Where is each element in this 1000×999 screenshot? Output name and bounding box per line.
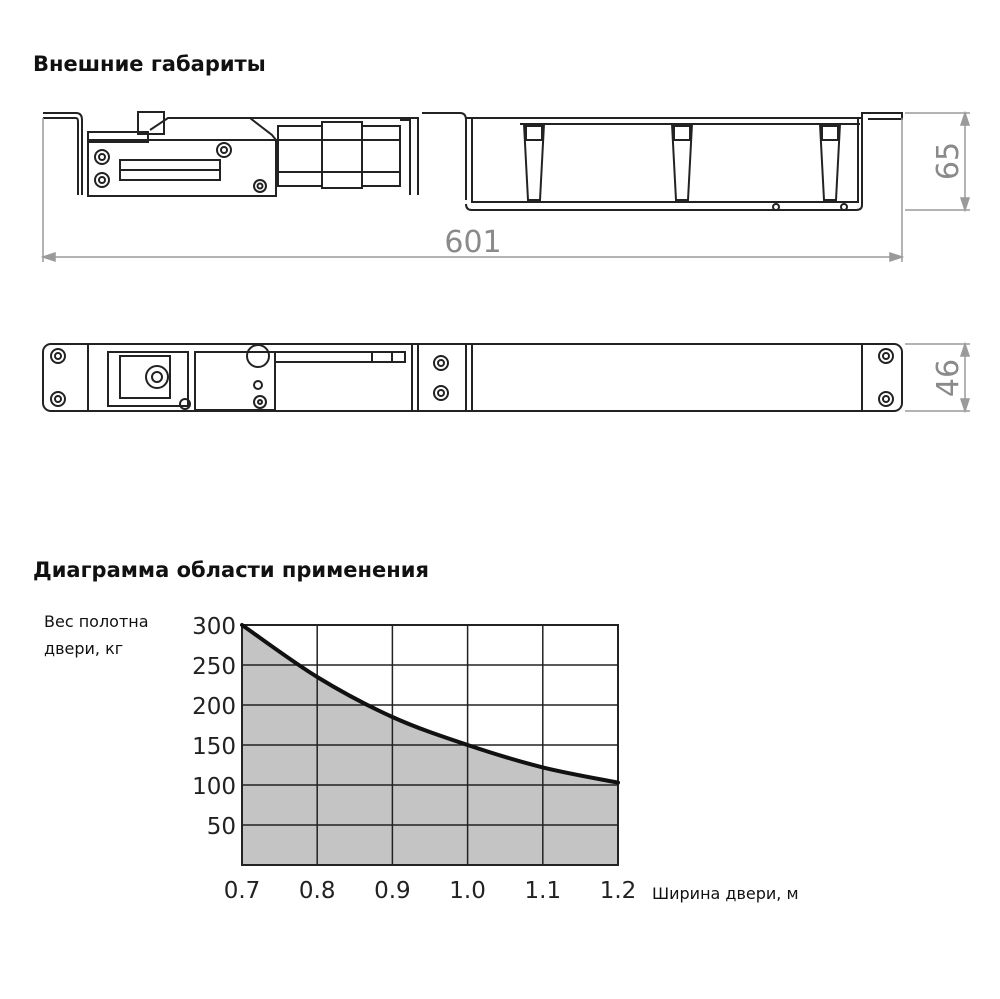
dimension-lines [43, 113, 970, 411]
x-tick-label: 0.7 [223, 878, 261, 904]
x-tick-label: 1.2 [599, 878, 637, 904]
series-line [242, 625, 618, 783]
y-axis-label: Вес полотна двери, кг [44, 612, 149, 658]
x-tick-label: 1.0 [449, 878, 486, 904]
dimension-drawing [0, 0, 1000, 460]
top-view [43, 344, 902, 411]
y-tick-label: 50 [206, 814, 236, 840]
x-tick-label: 1.1 [524, 878, 562, 904]
area-fill [242, 625, 618, 865]
dim-length-label: 601 [444, 225, 502, 260]
side-view [43, 112, 902, 210]
dim-width-label: 46 [931, 358, 966, 398]
x-axis-label: Ширина двери, м [652, 884, 799, 903]
y-tick-label: 150 [192, 734, 236, 760]
chart-title: Диаграмма области применения [33, 558, 429, 582]
dim-height-label: 65 [931, 141, 966, 181]
plot-frame [242, 625, 618, 865]
y-tick-label: 100 [192, 774, 236, 800]
dimensions-title: Внешние габариты [33, 52, 266, 76]
y-tick-label: 200 [192, 694, 236, 720]
x-tick-label: 0.8 [298, 878, 336, 904]
y-tick-label: 300 [192, 614, 236, 640]
y-tick-label: 250 [192, 654, 236, 680]
x-tick-label: 0.9 [374, 878, 411, 904]
